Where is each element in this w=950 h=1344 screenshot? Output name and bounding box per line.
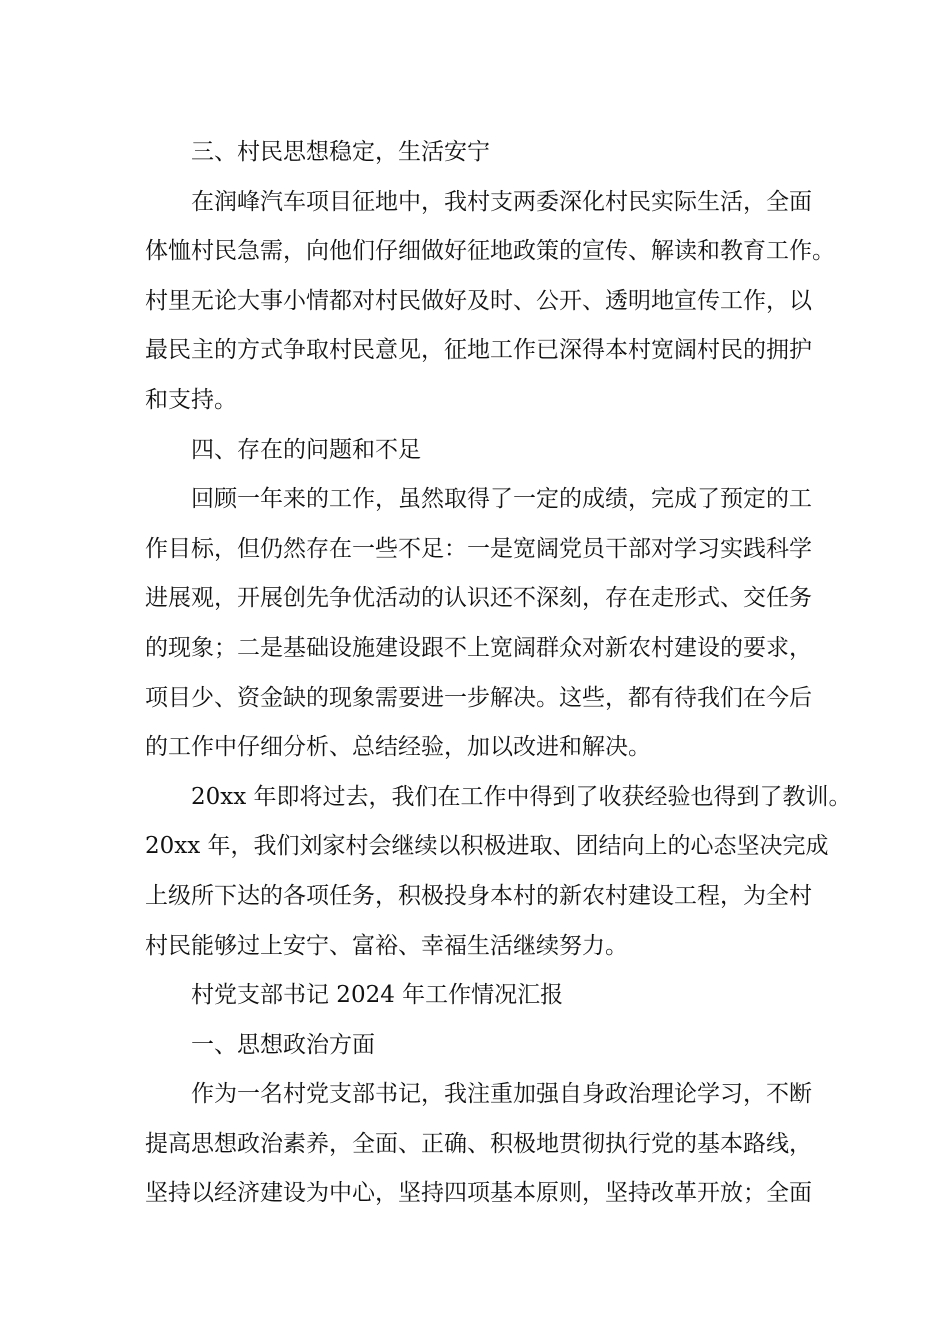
text-line: 三、村民思想稳定，生活安宁: [191, 139, 490, 165]
text-line: 一、思想政治方面: [191, 1031, 375, 1058]
text-line: 提高思想政治素养，全面、正确、积极地贯彻执行党的基本路线，: [145, 1130, 812, 1157]
text-line: 和支持。: [145, 386, 237, 413]
text-line: 在润峰汽车项目征地中，我村支两委深化村民实际生活，全面: [191, 188, 812, 215]
text-line: 回顾一年来的工作，虽然取得了一定的成绩，完成了预定的工: [191, 486, 812, 513]
text-line: 上级所下达的各项任务，积极投身本村的新农村建设工程，为全村: [145, 882, 812, 909]
text-line: 作目标，但仍然存在一些不足：一是宽阔党员干部对学习实践科学: [145, 535, 812, 562]
text-line: 最民主的方式争取村民意见，征地工作已深得本村宽阔村民的拥护: [145, 337, 812, 364]
text-line: 作为一名村党支部书记，我注重加强自身政治理论学习，不断: [191, 1081, 812, 1108]
text-line: 的现象；二是基础设施建设跟不上宽阔群众对新农村建设的要求，: [145, 634, 812, 661]
text-line: 体恤村民急需，向他们仔细做好征地政策的宣传、解读和教育工作。: [145, 238, 835, 265]
text-line: 村党支部书记 2024 年工作情况汇报: [191, 982, 564, 1009]
text-line: 项目少、资金缺的现象需要进一步解决。这些，都有待我们在今后: [145, 684, 812, 711]
text-line: 的工作中仔细分析、总结经验，加以改进和解决。: [145, 734, 651, 761]
text-line: 四、存在的问题和不足: [191, 436, 421, 463]
document-body: [145, 128, 852, 1219]
text-line: 村里无论大事小情都对村民做好及时、公开、透明地宣传工作，以: [145, 287, 812, 314]
text-line: 20xx 年即将过去，我们在工作中得到了收获经验也得到了教训。: [191, 783, 852, 810]
text-line: 村民能够过上安宁、富裕、幸福生活继续努力。: [145, 932, 628, 959]
text-line: 坚持以经济建设为中心，坚持四项基本原则，坚持改革开放；全面: [145, 1180, 812, 1207]
text-line: 进展观，开展创先争优活动的认识还不深刻，存在走形式、交任务: [145, 585, 812, 612]
text-line: 20xx 年，我们刘家村会继续以积极进取、团结向上的心态坚决完成: [145, 833, 829, 860]
